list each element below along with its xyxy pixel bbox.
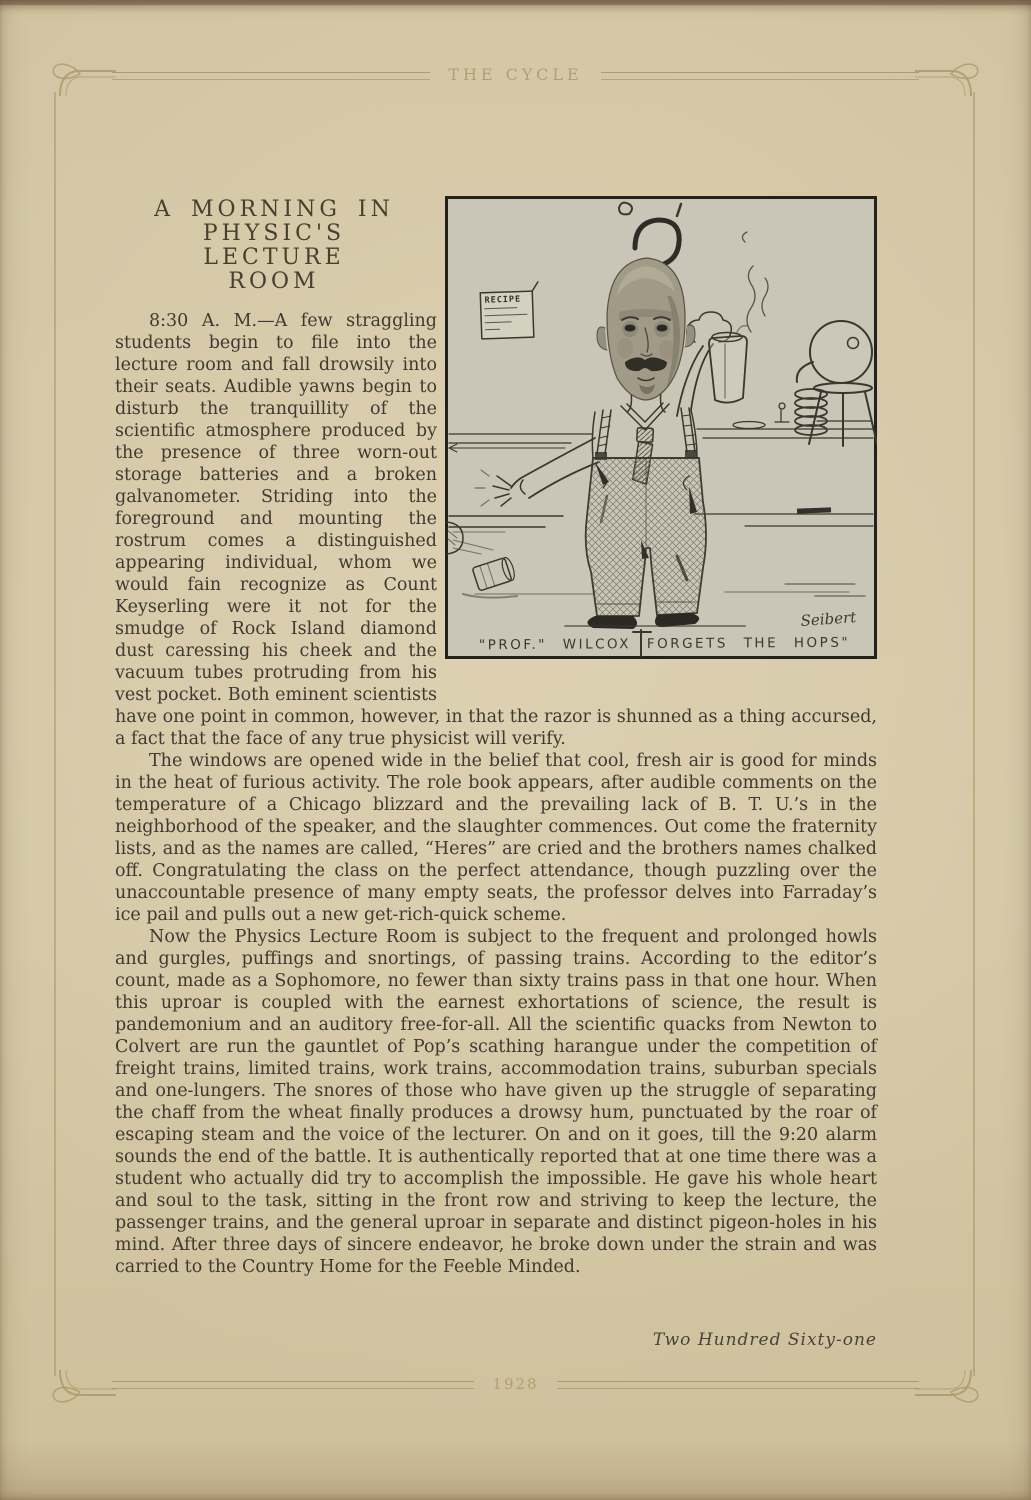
frame-rule-left bbox=[54, 92, 56, 1376]
page-top-edge bbox=[0, 0, 1031, 5]
paragraph-2: The windows are opened wide in the belief that cool, fresh air is good for minds in the heat of furious activity. The role book appears, after audible comments on the temperature of a Chicago blizzard and the prevailing lack of B. T. U.’s in the neighborhood of the speaker, and the slaughter commences. Out come the fraternity lists, and as the names are called, “Heres” are cried and the brothers names chalked off. Congratulating the class on the perfect attendance, though puzzling over the unaccountable presence of many empty seats, the professor delves into Farraday’s ice pail and pulls out a new get-rich-quick scheme. bbox=[115, 751, 877, 925]
article-title-line: LECTURE bbox=[203, 245, 345, 270]
paragraph-1: 8:30 A. M.—A few straggling students begin to file into the lecture room and fall drowsily into their seats. Audible yawns begin to disturb the tranquillity of the scientific atmosphere produced by the presence of three worn-out storage batteries and a broken galvanometer. Striding into the foreground and mounting the rostrum comes a distinguished appearing individual, whom we would fain recognize as Count Keyserling were it not for the smudge of Rock Island diamond dust caressing his cheek and the vacuum tubes protruding from his vest pocket. Both eminent scientists have one point in common, however, in that the razor is shunned as a thing accursed, a fact that the face of any true physicist will verify. bbox=[115, 311, 877, 749]
article-title-line: ROOM bbox=[228, 269, 320, 294]
article-title-line: PHYSIC'S bbox=[202, 221, 346, 246]
frame-rule bbox=[112, 72, 430, 80]
paragraph-3: Now the Physics Lecture Room is subject to the frequent and prolonged howls and gurgles, puffings and snortings, of passing trains. According to the editor’s count, made as a Sophomore, no fewer than sixty trains pass in that one hour. When this uproar is coupled with the earnest exhortations of science, the result is pandemonium and an auditory free-for-all. All the scientific quacks from Newton to Colvert are run the gauntlet of Pop’s scathing harangue under the competition of freight trains, limited trains, work trains, accommodation trains, suburban specials and one-lungers. The snores of those who have given up the struggle of separating the chaff from the wheat finally produces a drowsy hum, punctuated by the roar of escaping steam and the voice of the lecturer. On and on it goes, till the 9:20 alarm sounds the end of the battle. It is authentically reported that at one time there was a student who actually did try to accomplish the impossible. He gave his whole heart and soul to the task, sitting in the front row and striving to keep the lecture, the passenger trains, and the general uproar in separate and distinct pigeon-holes in his mind. After three days of sincere endeavor, he broke down under the strain and was carried to the Country Home for the Feeble Minded. bbox=[115, 927, 877, 1277]
illustrator-signature: Seibert bbox=[800, 608, 857, 630]
frame-corner-ornament bbox=[46, 1370, 116, 1406]
frame-rule bbox=[557, 1381, 919, 1389]
article-title bbox=[115, 198, 433, 294]
physics-cartoon-illustration bbox=[445, 196, 877, 659]
frame-rule bbox=[112, 1381, 474, 1389]
frame-rule-right bbox=[973, 92, 975, 1376]
footer-year: 1928 bbox=[492, 1375, 539, 1393]
article-title-line: A MORNING IN bbox=[154, 197, 394, 222]
jug bbox=[709, 336, 747, 403]
header-title: THE CYCLE bbox=[448, 65, 583, 84]
article bbox=[115, 194, 877, 1278]
page-number: Two Hundred Sixty-one bbox=[652, 1330, 877, 1350]
frame-corner-ornament bbox=[915, 1370, 985, 1406]
illustration-caption: "PROF." WILCOX FORGETS THE HOPS" bbox=[478, 634, 851, 654]
frame-rule bbox=[601, 72, 919, 80]
shoe bbox=[587, 616, 637, 629]
frame-corner-ornament bbox=[915, 60, 985, 96]
svg-text:RECIPE: RECIPE bbox=[484, 294, 522, 306]
frame-corner-ornament bbox=[46, 60, 116, 96]
